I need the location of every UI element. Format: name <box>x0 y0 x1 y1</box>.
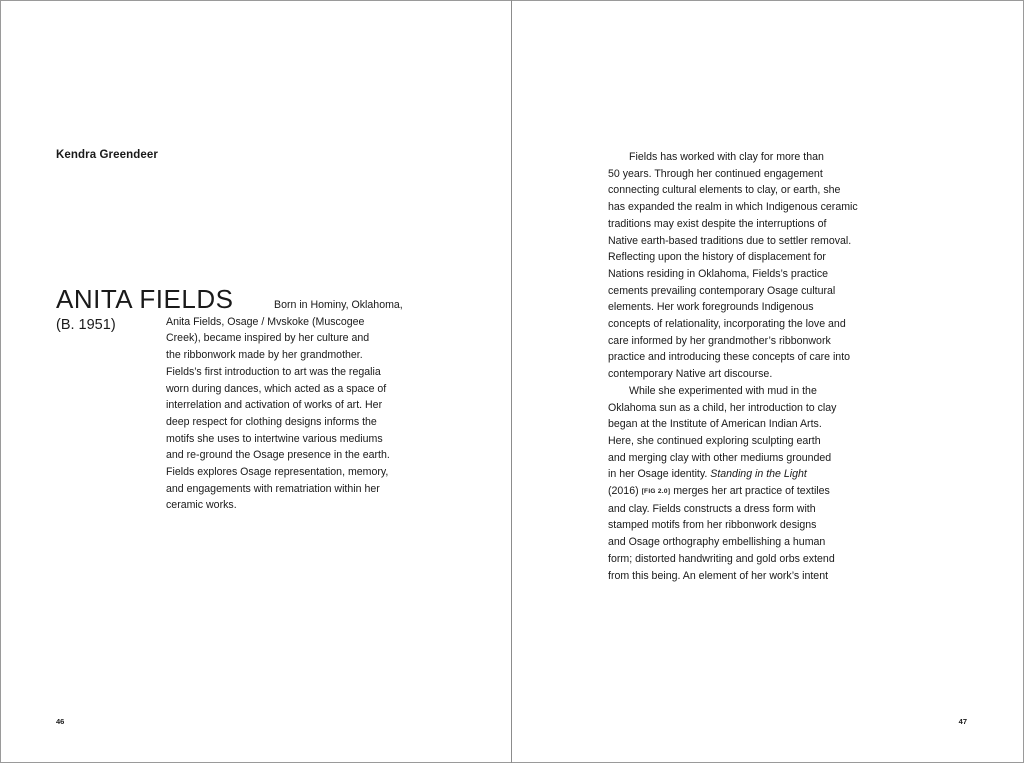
text-line: Native earth-based traditions due to settler removal. <box>608 234 852 247</box>
bio-line: and engagements with rematriation within her <box>166 482 380 495</box>
text-line: concepts of relationality, incorporating the love and <box>608 318 846 331</box>
artist-bio <box>166 297 416 514</box>
text-line: form; distorted handwriting and gold orbs extend <box>608 552 835 565</box>
text-line: Fields has worked with clay for more than <box>629 151 824 163</box>
text-line: 50 years. Through her continued engagement <box>608 167 823 180</box>
text-line: connecting cultural elements to clay, or earth, she <box>608 184 841 197</box>
bio-line: ceramic works. <box>166 499 237 512</box>
bio-line: and re-ground the Osage presence in the earth. <box>166 449 390 462</box>
right-page <box>512 0 1024 763</box>
text-line: care informed by her grandmother’s ribbonwork <box>608 334 831 347</box>
artist-birth-year: (B. 1951) <box>56 317 116 333</box>
text-line: and merging clay with other mediums grounded <box>608 451 832 464</box>
bio-line: Creek), became inspired by her culture and <box>166 332 370 345</box>
bio-line: worn during dances, which acted as a space of <box>166 382 387 395</box>
artwork-year: (2016) <box>608 485 642 498</box>
text-line: practice and introducing these concepts of care into <box>608 351 851 364</box>
text-line: Oklahoma sun as a child, her introduction to clay <box>608 401 837 414</box>
bio-line: interrelation and activation of works of art. Her <box>166 399 383 412</box>
text-line: While she experimented with mud in the <box>629 384 817 397</box>
text-line: contemporary Native art discourse. <box>608 368 773 381</box>
text-line: and clay. Fields constructs a dress form with <box>608 502 816 515</box>
bio-line: motifs she uses to intertwine various mediums <box>166 432 383 445</box>
text-line: traditions may exist despite the interruptions of <box>608 217 827 230</box>
page-number-right: 47 <box>958 717 967 726</box>
figure-reference: [FIG 2.0] <box>641 488 671 496</box>
bio-line: Born in Hominy, Oklahoma, <box>274 299 403 311</box>
text-fragment: in her Osage identity. <box>608 468 711 481</box>
text-fragment: merges her art practice of textiles <box>670 485 830 498</box>
body-text <box>608 149 870 584</box>
text-line: from this being. An element of her work’s intent <box>608 569 829 582</box>
bio-line: the ribbonwork made by her grandmother. <box>166 349 363 362</box>
artist-name-heading: ANITA FIELDS <box>56 284 234 314</box>
artwork-title: Standing in the Light <box>710 468 807 481</box>
text-line: has expanded the realm in which Indigenous ceramic <box>608 201 858 214</box>
text-line: elements. Her work foregrounds Indigenous <box>608 301 814 314</box>
page-number-left: 46 <box>56 717 65 726</box>
text-line-with-figref <box>608 483 870 501</box>
bio-line: Fields’s first introduction to art was the regalia <box>166 365 381 378</box>
author-name: Kendra Greendeer <box>56 149 158 161</box>
text-line: and Osage orthography embellishing a human <box>608 536 826 549</box>
text-line-with-title <box>608 466 870 483</box>
text-line: Reflecting upon the history of displacement for <box>608 251 826 264</box>
text-line: Nations residing in Oklahoma, Fields’s practice <box>608 267 829 280</box>
text-line: began at the Institute of American Indian Arts. <box>608 418 822 431</box>
text-line: stamped motifs from her ribbonwork designs <box>608 519 817 532</box>
bio-line: Anita Fields, Osage / Mvskoke (Muscogee <box>166 315 365 328</box>
text-line: cements prevailing contemporary Osage cultural <box>608 284 836 297</box>
bio-line: deep respect for clothing designs informs the <box>166 415 377 428</box>
text-line: Here, she continued exploring sculpting earth <box>608 434 821 447</box>
paragraph-2 <box>608 383 870 400</box>
paragraph-1 <box>608 149 870 166</box>
bio-line: Fields explores Osage representation, memory, <box>166 466 389 479</box>
